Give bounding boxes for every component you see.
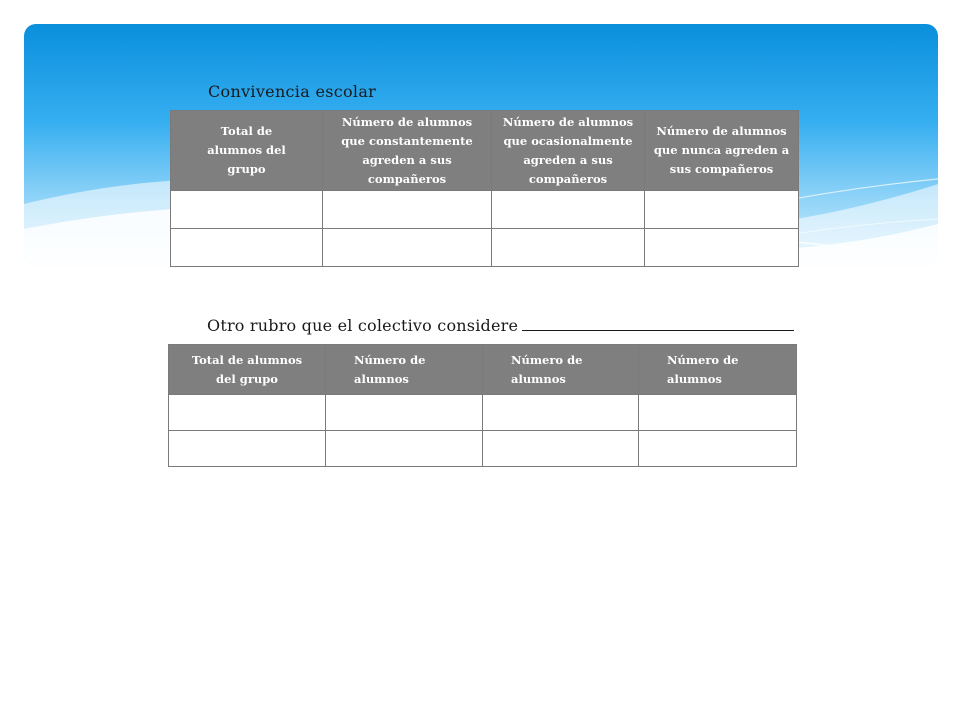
section-title-otro-rubro [207,316,794,335]
table-cell[interactable] [483,431,639,467]
table-header-row [171,111,799,191]
table-cell[interactable] [483,395,639,431]
header-numero-alumnos: Número de alumnos [639,345,797,395]
table-row [171,191,799,229]
header-nunca-agreden: Número de alumnos que nunca agreden a sus compañeros [645,111,799,191]
table-cell[interactable] [169,395,326,431]
header-agreden-ocasionalmente: Número de alumnos que ocasionalmente agreden a sus compañeros [492,111,645,191]
table-cell[interactable] [492,229,645,267]
table-cell[interactable] [639,395,797,431]
table-cell[interactable] [639,431,797,467]
table-cell[interactable] [323,229,492,267]
table-cell[interactable] [326,431,483,467]
fill-in-blank-line[interactable] [522,316,794,331]
table-cell[interactable] [171,191,323,229]
table-cell[interactable] [492,191,645,229]
header-total-alumnos: Total de alumnos del grupo [171,111,323,191]
table-cell[interactable] [323,191,492,229]
table-row [169,395,797,431]
table-cell[interactable] [171,229,323,267]
section-title-convivencia: Convivencia escolar [208,82,377,101]
table-cell[interactable] [645,191,799,229]
convivencia-table [170,110,799,267]
otro-rubro-table [168,344,797,467]
table-cell[interactable] [169,431,326,467]
table-header-row [169,345,797,395]
table-cell[interactable] [326,395,483,431]
header-agreden-constantemente: Número de alumnos que constantemente agreden a sus compañeros [323,111,492,191]
otro-rubro-label: Otro rubro que el colectivo considere [207,316,519,335]
header-numero-alumnos: Número de alumnos [326,345,483,395]
header-numero-alumnos: Número de alumnos [483,345,639,395]
table-row [171,229,799,267]
table-row [169,431,797,467]
table-cell[interactable] [645,229,799,267]
header-total-alumnos: Total de alumnos del grupo [169,345,326,395]
